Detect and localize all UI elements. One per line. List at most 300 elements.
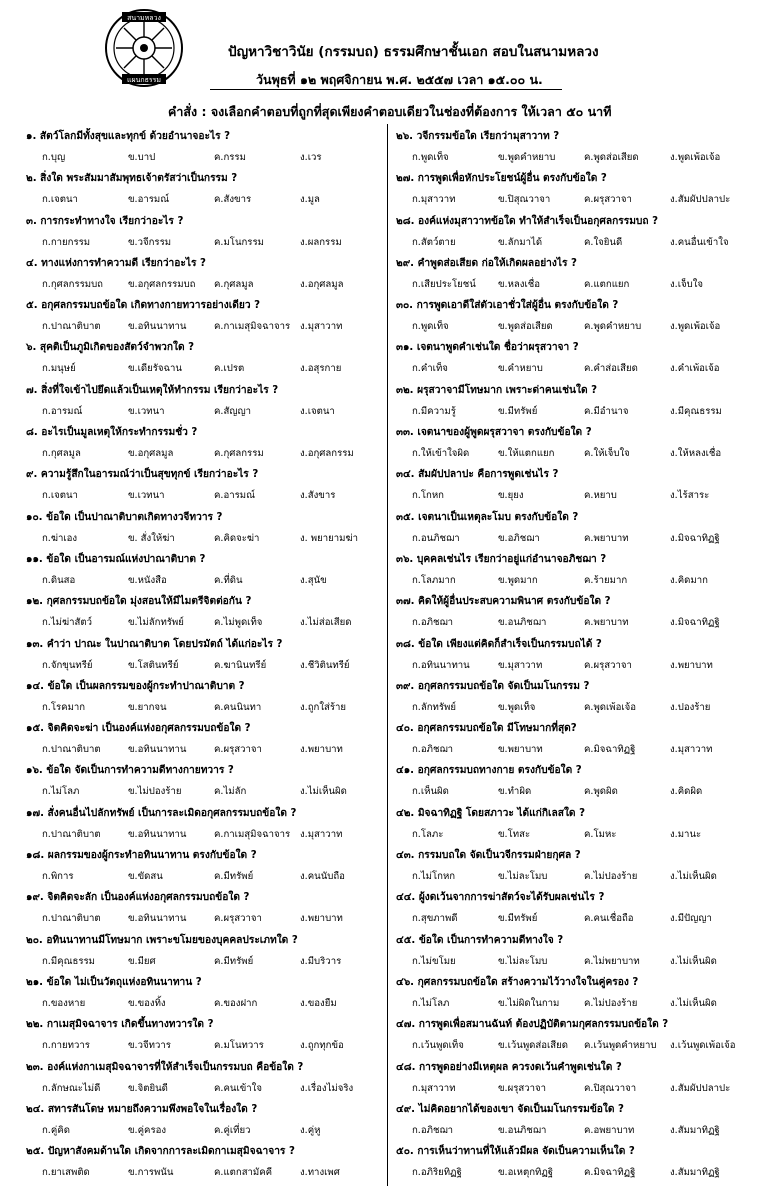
answer-option: ก.ปาณาติบาต bbox=[42, 744, 101, 756]
answer-options bbox=[42, 784, 382, 798]
answer-option: ก.กายกรรม bbox=[42, 236, 91, 248]
answer-option: ก.เจตนา bbox=[42, 490, 78, 502]
answer-option: ค.อารมณ์ bbox=[214, 490, 255, 502]
question-item bbox=[396, 1012, 752, 1054]
question-item bbox=[26, 505, 384, 547]
answer-option: ง.มุสาวาท bbox=[670, 744, 713, 756]
question-text: ๓๕. เจตนาเป็นเหตุละโมบ ตรงกับข้อใด ? bbox=[396, 511, 579, 523]
question-text: ๑๙. จิตคิดจะลัก เป็นองค์แห่งอกุศลกรรมบถข้อใด ? bbox=[26, 892, 250, 904]
answer-option: ก.กายทวาร bbox=[42, 1040, 90, 1052]
answer-option: ก.ดินสอ bbox=[42, 574, 76, 586]
question-text: ๓๑. เจตนาพูดคำเช่นใด ชื่อว่าผรุสวาจา ? bbox=[396, 342, 579, 354]
answer-option: ก.คำเท็จ bbox=[412, 363, 448, 375]
question-text: ๒. สิ่งใด พระสัมมาสัมพุทธเจ้าตรัสว่าเป็นกรรม ? bbox=[26, 173, 238, 185]
question-text: ๓. การกระทำทางใจ เรียกว่าอะไร ? bbox=[26, 215, 184, 227]
answer-options bbox=[412, 1038, 752, 1052]
answer-options bbox=[412, 150, 752, 164]
answer-option: ก.เว้นพูดเท็จ bbox=[412, 1040, 464, 1052]
question-text: ๑๖. ข้อใด จัดเป็นการทำความดีทางกายทวาร ? bbox=[26, 765, 234, 777]
answer-options bbox=[42, 531, 382, 545]
question-item bbox=[26, 801, 384, 843]
question-item bbox=[396, 970, 752, 1012]
answer-option: ค.มีทรัพย์ bbox=[214, 955, 254, 967]
question-item bbox=[396, 632, 752, 674]
answer-options bbox=[42, 658, 382, 672]
answer-option: ง.ไม่เห็นผิด bbox=[670, 997, 717, 1009]
answer-options bbox=[42, 615, 382, 629]
answer-options bbox=[412, 192, 752, 206]
logo-text-top: สนามหลวง bbox=[127, 14, 161, 22]
question-item bbox=[396, 1139, 752, 1181]
answer-option: ก.ปาณาติบาต bbox=[42, 828, 101, 840]
answer-option: ก.คู่คิด bbox=[42, 1124, 70, 1136]
answer-option: ข.อนภิชฌา bbox=[498, 617, 547, 629]
answer-option: ค.ร้ายมาก bbox=[584, 574, 628, 586]
answer-option: ค.ไม่ปองร้าย bbox=[584, 871, 638, 883]
question-column-left bbox=[26, 124, 384, 1181]
answer-option: ง.มุสาวาท bbox=[300, 828, 343, 840]
answer-option: ก.อารมณ์ bbox=[42, 405, 83, 417]
answer-option: ง.อกุศลกรรม bbox=[300, 448, 354, 460]
question-item bbox=[396, 843, 752, 885]
answer-option: ค.ผรุสวาจา bbox=[584, 194, 632, 206]
answer-option: ง.อกุศลมูล bbox=[300, 278, 344, 290]
question-text: ๔๑. อกุศลกรรมบถทางกาย ตรงกับข้อใด ? bbox=[396, 765, 582, 777]
answer-option: ค.เปรต bbox=[214, 363, 245, 375]
question-item bbox=[26, 843, 384, 885]
question-text: ๕๐. การเห็นว่าทานที่ให้แล้วมีผล จัดเป็นความเห็นใด ? bbox=[396, 1146, 635, 1158]
answer-option: ค.สัญญา bbox=[214, 405, 252, 417]
answer-option: ข.ไม่ลักทรัพย์ bbox=[128, 617, 184, 629]
answer-option: ค.คิดจะฆ่า bbox=[214, 532, 260, 544]
answer-options bbox=[412, 573, 752, 587]
dharma-wheel-logo-icon bbox=[104, 8, 184, 88]
answer-options bbox=[412, 319, 752, 333]
answer-option: ง.สัมผัปปลาปะ bbox=[670, 1082, 731, 1094]
answer-options bbox=[42, 869, 382, 883]
answer-options bbox=[42, 150, 382, 164]
answer-option: ก.จักขุนทรีย์ bbox=[42, 659, 93, 671]
answer-option: ง.สัมผัปปลาปะ bbox=[670, 194, 731, 206]
answer-options bbox=[412, 911, 752, 925]
answer-option: ค.พูดผิด bbox=[584, 786, 618, 798]
answer-option: ง.ให้หลงเชื่อ bbox=[670, 448, 722, 460]
answer-option: ข.โทสะ bbox=[498, 828, 531, 840]
answer-option: ง.คิดมาก bbox=[670, 574, 708, 586]
answer-option: ค.กุศลกรรม bbox=[214, 448, 264, 460]
answer-option: ค.พยาบาท bbox=[584, 617, 629, 629]
question-text: ๑๐. ข้อใด เป็นปาณาติบาตเกิดทางวจีทวาร ? bbox=[26, 511, 223, 523]
answer-option: ก.เจตนา bbox=[42, 194, 78, 206]
answer-option: ง.พูดเพ้อเจ้อ bbox=[670, 152, 721, 163]
answer-option: ค.มีทรัพย์ bbox=[214, 871, 254, 883]
answer-options bbox=[412, 954, 752, 968]
answer-option: ข.ยากจน bbox=[128, 701, 167, 713]
answer-option: ง.มีคุณธรรม bbox=[670, 405, 722, 417]
answer-option: ข.เวทนา bbox=[128, 490, 165, 502]
answer-option: ง. พยายามฆ่า bbox=[300, 532, 358, 544]
question-text: ๒๓. องค์แห่งกาเมสุมิจฉาจารที่ให้สำเร็จเป็นกรรมบถ คือข้อใด ? bbox=[26, 1061, 304, 1073]
answer-option: ก.ปาณาติบาต bbox=[42, 913, 101, 925]
answer-option: ค.อพยาบาท bbox=[584, 1124, 635, 1136]
answer-option: ก.อนภิชฌา bbox=[412, 532, 460, 544]
question-text: ๔๙. ไม่คิดอยากได้ของเขา จัดเป็นมโนกรรมข้อใด ? bbox=[396, 1103, 624, 1115]
question-item bbox=[396, 209, 752, 251]
answer-option: ก.อภิชฌา bbox=[412, 744, 454, 756]
exam-date: วันพุธที่ ๑๒ พฤศจิกายน พ.ศ. ๒๕๕๗ เวลา ๑๕.๐๐ น. bbox=[256, 72, 543, 87]
answer-option: ข.มีทรัพย์ bbox=[498, 913, 538, 925]
answer-options bbox=[42, 446, 382, 460]
answer-option: ข.ทำผิด bbox=[498, 786, 532, 798]
answer-option: ง.คิดผิด bbox=[670, 786, 703, 798]
answer-option: ก.สุขภาพดี bbox=[412, 913, 458, 925]
answer-option: ค.พูดเพ้อเจ้อ bbox=[584, 701, 637, 713]
question-text: ๒๘. องค์แห่งมุสาวาทข้อใด ทำให้สำเร็จเป็นอกุศลกรรมบถ ? bbox=[396, 215, 658, 227]
answer-option: ค.มโนทวาร bbox=[214, 1040, 264, 1052]
answer-option: ข.อกุศลมูล bbox=[128, 448, 174, 460]
answer-option: ข.พูดเท็จ bbox=[498, 701, 536, 713]
answer-option: ก.ลักทรัพย์ bbox=[412, 701, 456, 713]
answer-option: ง.คำเพ้อเจ้อ bbox=[670, 363, 720, 375]
answer-options bbox=[412, 827, 752, 841]
answer-option: ค.ที่ดิน bbox=[214, 574, 243, 586]
answer-option: ข.มุสาวาท bbox=[498, 659, 543, 671]
answer-option: ข.พูดคำหยาบ bbox=[498, 152, 556, 163]
question-text: ๔๕. ข้อใด เป็นการทำความดีทางใจ ? bbox=[396, 934, 564, 946]
answer-option: ค.กุศลมูล bbox=[214, 278, 254, 290]
answer-option: ข.พูดส่อเสียด bbox=[498, 321, 553, 333]
answer-option: ข.ผรุสวาจา bbox=[498, 1082, 547, 1094]
question-item bbox=[396, 1055, 752, 1097]
answer-option: ข.พูดมาก bbox=[498, 574, 538, 586]
header-divider bbox=[210, 89, 562, 90]
answer-option: ก.กุศลมูล bbox=[42, 448, 81, 460]
answer-option: ค.ปิสุณวาจา bbox=[584, 1082, 637, 1094]
answer-option: ค.ให้เจ็บใจ bbox=[584, 448, 630, 460]
answer-options bbox=[412, 488, 752, 502]
answer-option: ข.อทินนาทาน bbox=[128, 321, 187, 333]
answer-option: ข.อทินนาทาน bbox=[128, 913, 187, 925]
answer-options bbox=[412, 1081, 752, 1095]
answer-option: ง.สังขาร bbox=[300, 490, 336, 502]
answer-option: ก.ไม่ขโมย bbox=[412, 955, 456, 967]
question-item bbox=[396, 420, 752, 462]
answer-option: ง.ไม่เห็นผิด bbox=[300, 786, 347, 798]
answer-option: ง.ถูกใส่ร้าย bbox=[300, 701, 347, 713]
answer-options bbox=[412, 404, 752, 418]
question-text: ๒๖. วจีกรรมข้อใด เรียกว่ามุสาวาท ? bbox=[396, 131, 560, 142]
answer-options bbox=[42, 404, 382, 418]
question-text: ๒๔. สทารสันโดษ หมายถึงความพึงพอใจในเรื่องใด ? bbox=[26, 1103, 258, 1115]
answer-option: ค.คำส่อเสียด bbox=[584, 363, 638, 375]
answer-option: ค.กรรม bbox=[214, 152, 246, 163]
question-text: ๓๙. อกุศลกรรมบถข้อใด จัดเป็นมโนกรรม ? bbox=[396, 680, 590, 692]
answer-option: ค.ฆานินทรีย์ bbox=[214, 659, 267, 671]
answer-option: ง.มานะ bbox=[670, 828, 702, 840]
answer-options bbox=[42, 1165, 382, 1179]
answer-options bbox=[42, 742, 382, 756]
answer-option: ค.พูดส่อเสียด bbox=[584, 152, 639, 163]
question-text: ๒๑. ข้อใด ไม่เป็นวัตถุแห่งอทินนาทาน ? bbox=[26, 976, 202, 988]
answer-option: ก.ยาเสพติด bbox=[42, 1167, 90, 1179]
answer-option: ก.อทินนาทาน bbox=[412, 659, 470, 671]
question-item bbox=[26, 378, 384, 420]
answer-options bbox=[42, 1081, 382, 1095]
answer-options bbox=[42, 277, 382, 291]
answer-option: ข.อกุศลกรรมบถ bbox=[128, 278, 196, 290]
answer-option: ข.วจีทวาร bbox=[128, 1040, 171, 1052]
answer-option: ก.มีคุณธรรม bbox=[42, 955, 95, 967]
question-text: ๘. อะไรเป็นมูลเหตุให้กระทำกรรมชั่ว ? bbox=[26, 427, 198, 439]
answer-option: ก.ไม่โลภ bbox=[412, 997, 450, 1009]
answer-option: ข.มียศ bbox=[128, 955, 156, 967]
answer-option: ก.เสียประโยชน์ bbox=[412, 278, 476, 290]
question-text: ๙. ความรู้สึกในอารมณ์ว่าเป็นสุขทุกข์ เรียกว่าอะไร ? bbox=[26, 469, 259, 481]
answer-option: ค.ผรุสวาจา bbox=[584, 659, 632, 671]
answer-option: ง.คนนับถือ bbox=[300, 871, 345, 883]
question-text: ๔๐. อกุศลกรรมบถข้อใด มีโทษมากที่สุด? bbox=[396, 723, 577, 735]
answer-option: ข.ไม่ผิดในกาม bbox=[498, 997, 560, 1009]
answer-option: ค.มิจฉาทิฏฐิ bbox=[584, 744, 636, 756]
question-item bbox=[26, 209, 384, 251]
question-item bbox=[396, 505, 752, 547]
question-item bbox=[26, 674, 384, 716]
answer-option: ง.ไม่เห็นผิด bbox=[670, 955, 717, 967]
question-item bbox=[26, 124, 384, 166]
logo-text-bottom: แผนกธรรม bbox=[126, 76, 162, 84]
answer-option: ง.มีบริวาร bbox=[300, 955, 342, 967]
question-text: ๓๓. เจตนาของผู้พูดผรุสวาจา ตรงกับข้อใด ? bbox=[396, 427, 592, 439]
answer-option: ข.จิตยินดี bbox=[128, 1082, 168, 1094]
answer-option: ก.มนุษย์ bbox=[42, 363, 76, 375]
column-divider bbox=[387, 124, 388, 1186]
answer-option: ข.อนภิชฌา bbox=[498, 1124, 547, 1136]
question-item bbox=[26, 716, 384, 758]
question-item bbox=[26, 1012, 384, 1054]
question-text: ๒๐. อทินนาทานมีโทษมาก เพราะขโมยของบุคคลประเภทใด ? bbox=[26, 934, 298, 946]
question-text: ๓๐. การพูดเอาดีใส่ตัวเอาชั่วใส่ผู้อื่น ตรงกับข้อใด ? bbox=[396, 300, 619, 312]
answer-option: ค.กาเมสุมิจฉาจาร bbox=[214, 828, 291, 840]
answer-option: ข.หลงเชื่อ bbox=[498, 278, 541, 290]
answer-option: ก.ปาณาติบาต bbox=[42, 321, 101, 333]
answer-option: ข.วจีกรรม bbox=[128, 236, 172, 248]
answer-option: ก.กุศลกรรมบถ bbox=[42, 278, 103, 290]
answer-option: ข.เดียรัจฉาน bbox=[128, 363, 182, 375]
answer-options bbox=[412, 700, 752, 714]
answer-option: ค.แตกสามัคคี bbox=[214, 1167, 273, 1179]
answer-options bbox=[412, 1123, 752, 1137]
answer-option: ข.คำหยาบ bbox=[498, 363, 543, 375]
question-text: ๔๒. มิจฉาทิฏฐิ โดยสภาวะ ได้แก่กิเลสใด ? bbox=[396, 807, 585, 819]
answer-option: ง.พยาบาท bbox=[300, 744, 343, 756]
question-item bbox=[26, 547, 384, 589]
answer-option: ง.เว้นพูดเพ้อเจ้อ bbox=[670, 1040, 736, 1052]
answer-option: ข.ไม่ละโมบ bbox=[498, 871, 548, 883]
question-item bbox=[26, 462, 384, 504]
answer-options bbox=[42, 361, 382, 375]
question-text: ๑๑. ข้อใด เป็นอารมณ์แห่งปาณาติบาต ? bbox=[26, 553, 206, 565]
question-text: ๔. ทางแห่งการทำความดี เรียกว่าอะไร ? bbox=[26, 257, 206, 269]
answer-option: ง.มิจฉาทิฏฐิ bbox=[670, 532, 720, 544]
answer-options bbox=[42, 192, 382, 206]
question-item bbox=[26, 885, 384, 927]
answer-option: ง.สัมมาทิฏฐิ bbox=[670, 1124, 720, 1136]
question-item bbox=[396, 885, 752, 927]
answer-option: ค.พยาบาท bbox=[584, 532, 629, 544]
answer-option: ค.มีอำนาจ bbox=[584, 405, 629, 417]
question-item bbox=[26, 293, 384, 335]
answer-option: ค.คนเชื่อถือ bbox=[584, 913, 634, 925]
answer-option: ค.มิจฉาทิฏฐิ bbox=[584, 1167, 636, 1179]
question-column-right bbox=[396, 124, 752, 1181]
answer-option: ก.ให้เข้าใจผิด bbox=[412, 448, 470, 460]
answer-options bbox=[412, 742, 752, 756]
answer-option: ข.ของทิ้ง bbox=[128, 997, 166, 1009]
answer-option: ค.คู่เที่ยว bbox=[214, 1124, 251, 1136]
answer-options bbox=[42, 954, 382, 968]
question-item bbox=[26, 251, 384, 293]
answer-option: ง.พยาบาท bbox=[670, 659, 713, 671]
answer-options bbox=[42, 1123, 382, 1137]
answer-options bbox=[412, 361, 752, 375]
question-text: ๖. สุคติเป็นภูมิเกิดของสัตว์จำพวกใด ? bbox=[26, 342, 195, 354]
question-item bbox=[26, 1055, 384, 1097]
answer-option: ง.อสุรกาย bbox=[300, 363, 342, 375]
instruction: คำสั่ง : จงเลือกคำตอบที่ถูกที่สุดเพียงคำตอบเดียวในช่องที่ต้องการ ให้เวลา ๕๐ นาที bbox=[168, 104, 612, 119]
exam-header bbox=[0, 0, 770, 100]
question-item bbox=[396, 928, 752, 970]
answer-option: ก.พิการ bbox=[42, 871, 74, 883]
answer-option: ค.พูดคำหยาบ bbox=[584, 321, 642, 333]
answer-options bbox=[42, 700, 382, 714]
answer-option: ง.คู่หู bbox=[300, 1124, 321, 1136]
answer-options bbox=[42, 488, 382, 502]
answer-option: ข.ยุยง bbox=[498, 490, 524, 502]
answer-option: ข.เว้นพูดส่อเสียด bbox=[498, 1040, 568, 1052]
question-item bbox=[26, 928, 384, 970]
answer-options bbox=[412, 531, 752, 545]
answer-option: ก.โลภมาก bbox=[412, 574, 456, 586]
question-item bbox=[396, 166, 752, 208]
question-text: ๔๓. กรรมบถใด จัดเป็นวจีกรรมฝ่ายกุศล ? bbox=[396, 850, 581, 862]
answer-option: ง.มีปัญญา bbox=[670, 913, 712, 925]
answer-options bbox=[42, 1038, 382, 1052]
answer-option: ก.มีความรู้ bbox=[412, 405, 456, 417]
answer-option: ข.อภิชฌา bbox=[498, 532, 540, 544]
answer-option: ก.มุสาวาท bbox=[412, 194, 456, 206]
answer-options bbox=[412, 277, 752, 291]
question-text: ๓๒. ผรุสวาจามีโทษมาก เพราะด่าคนเช่นใด ? bbox=[396, 384, 598, 396]
answer-option: ข.บาป bbox=[128, 152, 156, 163]
answer-option: ค.กาเมสุมิจฉาจาร bbox=[214, 321, 291, 333]
answer-option: ค.โมหะ bbox=[584, 828, 617, 840]
answer-option: ข.ปิสุณวาจา bbox=[498, 194, 551, 206]
question-text: ๑๕. จิตคิดจะฆ่า เป็นองค์แห่งอกุศลกรรมบถข้อใด ? bbox=[26, 723, 251, 735]
answer-options bbox=[42, 996, 382, 1010]
answer-options bbox=[42, 827, 382, 841]
answer-option: ก.มุสาวาท bbox=[412, 1082, 456, 1094]
exam-title: ปัญหาวิชาวินัย (กรรมบถ) ธรรมศึกษาชั้นเอก สอบในสนามหลวง bbox=[228, 44, 599, 60]
answer-option: ข. สั่งให้ฆ่า bbox=[128, 532, 175, 544]
answer-option: ค.คนนินทา bbox=[214, 701, 262, 713]
answer-option: ง.พยาบาท bbox=[300, 913, 343, 925]
question-item bbox=[26, 970, 384, 1012]
answer-option: ง.ไม่เห็นผิด bbox=[670, 871, 717, 883]
question-item bbox=[396, 547, 752, 589]
question-item bbox=[396, 124, 752, 166]
answer-option: ง.ถูกทุกข้อ bbox=[300, 1040, 344, 1052]
answer-option: ค.หยาบ bbox=[584, 490, 617, 502]
answer-options bbox=[412, 869, 752, 883]
answer-options bbox=[412, 1165, 752, 1179]
answer-option: ค.ผรุสวาจา bbox=[214, 913, 262, 925]
question-item bbox=[396, 462, 752, 504]
answer-option: ค.ไม่ปองร้าย bbox=[584, 997, 638, 1009]
answer-options bbox=[412, 615, 752, 629]
answer-option: ข.ไม่ละโมบ bbox=[498, 955, 548, 967]
answer-option: ก.โกหก bbox=[412, 490, 444, 502]
question-item bbox=[26, 420, 384, 462]
answer-option: ข.หนังสือ bbox=[128, 574, 167, 586]
answer-option: ง.เวร bbox=[300, 152, 322, 163]
answer-option: ง.ไร้สาระ bbox=[670, 490, 710, 502]
answer-option: ก.ไม่โลภ bbox=[42, 786, 80, 798]
question-item bbox=[396, 293, 752, 335]
answer-option: ก.ไม่ฆ่าสัตว์ bbox=[42, 617, 92, 629]
answer-option: ก.โรคมาก bbox=[42, 701, 86, 713]
question-item bbox=[26, 1139, 384, 1181]
answer-option: ก.พูดเท็จ bbox=[412, 152, 449, 163]
answer-options bbox=[42, 573, 382, 587]
answer-option: ข.อทินนาทาน bbox=[128, 828, 187, 840]
answer-option: ก.อภิชฌา bbox=[412, 1124, 454, 1136]
answer-option: ข.ให้แตกแยก bbox=[498, 448, 555, 460]
question-item bbox=[26, 335, 384, 377]
question-text: ๒๙. คำพูดส่อเสียด ก่อให้เกิดผลอย่างไร ? bbox=[396, 257, 577, 269]
answer-option: ง.ทางเพศ bbox=[300, 1167, 340, 1179]
answer-option: ค.คนเข้าใจ bbox=[214, 1082, 262, 1094]
answer-option: ข.คู่ครอง bbox=[128, 1124, 167, 1136]
answer-option: ข.มีทรัพย์ bbox=[498, 405, 538, 417]
answer-option: ข.ลักมาได้ bbox=[498, 236, 543, 248]
answer-options bbox=[412, 996, 752, 1010]
question-text: ๕. อกุศลกรรมบถข้อใด เกิดทางกายทวารอย่างเดียว ? bbox=[26, 300, 260, 312]
answer-options bbox=[412, 784, 752, 798]
answer-option: ก.ของหาย bbox=[42, 997, 86, 1009]
question-text: ๑๘. ผลกรรมของผู้กระทำอทินนาทาน ตรงกับข้อใด ? bbox=[26, 850, 257, 862]
question-item bbox=[26, 758, 384, 800]
answer-options bbox=[42, 911, 382, 925]
answer-option: ข.อเหตุกทิฏฐิ bbox=[498, 1167, 554, 1179]
answer-option: ง.ผลกรรม bbox=[300, 236, 342, 248]
question-item bbox=[396, 758, 752, 800]
question-item bbox=[396, 801, 752, 843]
answer-option: ง.ของยืม bbox=[300, 997, 337, 1009]
answer-option: ค.แตกแยก bbox=[584, 278, 630, 290]
question-text: ๑. สัตว์โลกมีทั้งสุขและทุกข์ ด้วยอำนาจอะไร ? bbox=[26, 131, 231, 142]
question-text: ๑๒. กุศลกรรมบถข้อใด มุ่งสอนให้มีไมตรีจิตต่อกัน ? bbox=[26, 596, 252, 608]
answer-option: ก.พูดเท็จ bbox=[412, 321, 449, 333]
answer-option: ค.ไม่พูดเท็จ bbox=[214, 617, 263, 629]
answer-option: ค.ของฝาก bbox=[214, 997, 258, 1009]
question-item bbox=[396, 716, 752, 758]
question-text: ๑๔. ข้อใด เป็นผลกรรมของผู้กระทำปาณาติบาต ? bbox=[26, 680, 245, 692]
answer-option: ง.ปองร้าย bbox=[670, 701, 711, 713]
question-text: ๒๗. การพูดเพื่อหักประโยชน์ผู้อื่น ตรงกับข้อใด ? bbox=[396, 173, 607, 185]
question-text: ๔๗. การพูดเพื่อสมานฉันท์ ต้องปฏิบัติตามกุศลกรรมบถข้อใด ? bbox=[396, 1019, 669, 1031]
answer-option: ง.มุสาวาท bbox=[300, 321, 343, 333]
answer-option: ง.เจ็บใจ bbox=[670, 278, 704, 290]
